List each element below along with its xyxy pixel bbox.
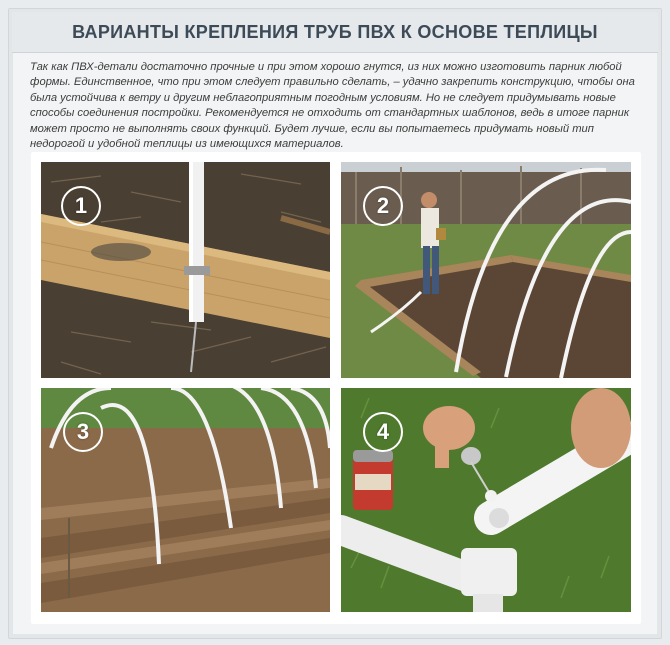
photo-grid — [31, 152, 641, 624]
photo-4-number-badge: 4 — [363, 412, 403, 452]
photo-1 — [41, 162, 330, 378]
photo-2 — [341, 162, 631, 378]
photo-3 — [41, 388, 330, 612]
photo-3-number-badge: 3 — [63, 412, 103, 452]
intro-paragraph: Так как ПВХ-детали достаточно прочные и при этом хорошо гнутся, из них можно изготовить парник любой формы. Единственное, что при этом следует правильно сделать, – удачно закрепить конструкцию, чтобы она была устойчива к ветру и другим неблагоприятным погодным условиям. Но не следует придумывать новые способы соединения постройки. Рекомендуется не отходить от стандартных шаблонов, ведь в итоге парник может просто не выполнять своих функций. Будет лучше, если вы попытаетесь придумать новый тип недорогой и удобной теплицы из имеющихся материалов. — [30, 61, 635, 151]
title-bar — [12, 12, 658, 53]
photo-2-number-badge: 2 — [363, 186, 403, 226]
page-title: ВАРИАНТЫ КРЕПЛЕНИЯ ТРУБ ПВХ К ОСНОВЕ ТЕПЛИЦЫ — [72, 21, 598, 42]
photo-1-number-badge: 1 — [61, 186, 101, 226]
photo-4 — [341, 388, 631, 612]
